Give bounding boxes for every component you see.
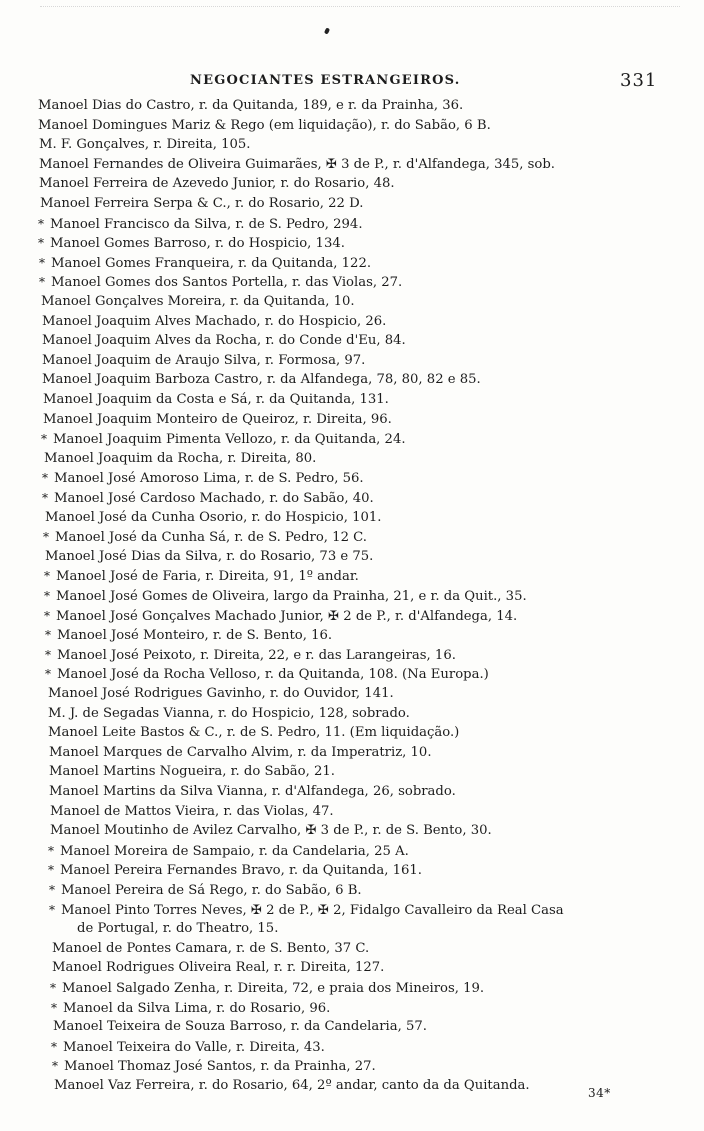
list-item — [48, 841, 409, 861]
asterisk-mark: * — [43, 530, 49, 544]
entry-text: Manoel José Peixoto, r. Direita, 22, e r. das Larangeiras, 16. — [57, 648, 456, 663]
entry-text: Manoel Pereira Fernandes Bravo, r. da Quitanda, 161. — [60, 863, 422, 878]
entry-text: Manoel Marques de Carvalho Alvim, r. da Imperatriz, 10. — [49, 745, 432, 760]
list-item — [49, 900, 564, 920]
entry-text: Manoel José da Cunha Sá, r. de S. Pedro, 12 C. — [55, 530, 367, 545]
asterisk-mark: * — [38, 236, 44, 250]
entry-text: Manoel Martins da Silva Vianna, r. d'Alfandega, 26, sobrado. — [49, 784, 456, 799]
list-item — [41, 292, 355, 312]
entry-text: Manoel José Monteiro, r. de S. Bento, 16. — [57, 628, 333, 643]
entry-text: Manoel Teixeira do Valle, r. Direita, 43. — [63, 1040, 325, 1055]
list-item — [48, 860, 422, 880]
list-item — [42, 331, 406, 351]
list-item — [44, 606, 517, 626]
asterisk-mark: * — [45, 628, 51, 642]
entry-text: Manoel de Pontes Camara, r. de S. Bento, 37 C. — [52, 941, 370, 956]
page-margin-dots — [40, 6, 680, 11]
asterisk-mark: * — [50, 981, 56, 995]
list-item — [38, 214, 363, 234]
asterisk-mark: * — [41, 432, 47, 446]
entry-text: Manoel José da Rocha Velloso, r. da Quitanda, 108. (Na Europa.) — [57, 667, 489, 682]
list-item — [48, 723, 459, 743]
asterisk-mark: * — [49, 903, 55, 917]
list-item — [49, 762, 335, 782]
entry-text: Manoel Gomes Barroso, r. do Hospicio, 134. — [50, 236, 345, 251]
list-item — [42, 312, 386, 332]
list-item — [41, 429, 406, 449]
asterisk-mark: * — [44, 609, 50, 623]
asterisk-mark: * — [48, 844, 54, 858]
entry-text: Manoel Fernandes de Oliveira Guimarães, ✠ 3 de P., r. d'Alfandega, 345, sob. — [39, 157, 556, 172]
entry-text: Manoel Teixeira de Souza Barroso, r. da Candelaria, 57. — [53, 1019, 427, 1034]
asterisk-mark: * — [45, 648, 51, 662]
entry-text: Manoel Joaquim de Araujo Silva, r. Formosa, 97. — [42, 353, 366, 368]
list-item — [77, 919, 278, 939]
entry-text: M. F. Gonçalves, r. Direita, 105. — [39, 137, 251, 152]
asterisk-mark: * — [49, 883, 55, 897]
list-item — [50, 978, 484, 998]
list-item — [45, 625, 332, 645]
entry-text: Manoel Ferreira de Azevedo Junior, r. do Rosario, 48. — [39, 176, 395, 191]
list-item — [44, 586, 527, 606]
entry-text: Manoel Domingues Mariz & Rego (em liquidação), r. do Sabão, 6 B. — [38, 118, 491, 133]
entry-text: Manoel José da Cunha Osorio, r. do Hospicio, 101. — [45, 510, 382, 525]
signature-mark: 34* — [588, 1086, 611, 1100]
list-item — [43, 527, 367, 547]
entry-text: Manoel Joaquim Pimenta Vellozo, r. da Quitanda, 24. — [53, 432, 406, 447]
page-header — [0, 70, 704, 97]
list-item — [49, 880, 362, 900]
asterisk-mark: * — [42, 491, 48, 505]
list-item — [42, 488, 374, 508]
list-item — [45, 508, 381, 528]
entry-text: Manoel José Cardoso Machado, r. do Sabão, 40. — [54, 491, 374, 506]
page-number: 331 — [620, 70, 658, 91]
entry-text: Manoel José Dias da Silva, r. do Rosario, 73 e 75. — [45, 549, 374, 564]
entry-text: Manoel José Amoroso Lima, r. de S. Pedro, 56. — [54, 471, 364, 486]
list-item — [52, 939, 369, 959]
asterisk-mark: * — [42, 471, 48, 485]
list-item — [39, 135, 250, 155]
asterisk-mark: * — [51, 1001, 57, 1015]
list-item — [48, 684, 394, 704]
asterisk-mark: * — [52, 1059, 58, 1073]
entry-text: Manoel Leite Bastos & C., r. de S. Pedro, 11. (Em liquidação.) — [48, 725, 460, 740]
list-item — [39, 272, 402, 292]
list-item — [52, 958, 384, 978]
list-item — [43, 410, 392, 430]
entry-text: Manoel Moutinho de Avilez Carvalho, ✠ 3 de P., r. de S. Bento, 30. — [50, 823, 492, 838]
list-item — [44, 449, 316, 469]
list-item — [50, 802, 334, 822]
list-item — [38, 96, 463, 116]
list-item — [43, 390, 389, 410]
entry-text: Manoel Dias do Castro, r. da Quitanda, 189, e r. da Prainha, 36. — [38, 98, 464, 113]
list-item — [45, 645, 456, 665]
list-item — [51, 1037, 325, 1057]
list-item — [39, 155, 555, 175]
list-item — [44, 566, 359, 586]
entry-text: Manoel José de Faria, r. Direita, 91, 1º andar. — [56, 569, 359, 584]
entry-text: M. J. de Segadas Vianna, r. do Hospicio, 128, sobrado. — [48, 706, 410, 721]
entry-text: Manoel José Rodrigues Gavinho, r. do Ouvidor, 141. — [48, 686, 394, 701]
list-item — [39, 174, 395, 194]
entry-text: Manoel Joaquim Alves Machado, r. do Hospicio, 26. — [42, 314, 387, 329]
entry-text: Manoel Rodrigues Oliveira Real, r. r. Direita, 127. — [52, 960, 385, 975]
asterisk-mark: * — [44, 589, 50, 603]
entry-text: Manoel José Gomes de Oliveira, largo da Prainha, 21, e r. da Quit., 35. — [56, 589, 527, 604]
list-item — [51, 998, 330, 1018]
asterisk-mark: * — [39, 256, 45, 270]
entry-text: Manoel Gomes Franqueira, r. da Quitanda, 122. — [51, 256, 372, 271]
entry-text: Manoel Ferreira Serpa & C., r. do Rosario, 22 D. — [40, 196, 364, 211]
entry-text: Manoel Joaquim da Rocha, r. Direita, 80. — [44, 451, 317, 466]
entry-text: de Portugal, r. do Theatro, 15. — [77, 921, 279, 936]
entry-text: Manoel José Gonçalves Machado Junior, ✠ 2 de P., r. d'Alfandega, 14. — [56, 609, 518, 624]
list-item — [49, 743, 432, 763]
list-item — [50, 821, 492, 841]
entry-text: Manoel Joaquim Alves da Rocha, r. do Conde d'Eu, 84. — [42, 333, 406, 348]
list-item — [38, 233, 345, 253]
entry-text: Manoel Francisco da Silva, r. de S. Pedro, 294. — [50, 217, 363, 232]
list-item — [42, 468, 364, 488]
entry-text: Manoel de Mattos Vieira, r. das Violas, 47. — [50, 804, 334, 819]
entry-text: Manoel Martins Nogueira, r. do Sabão, 21. — [49, 764, 335, 779]
entry-text: Manoel Gomes dos Santos Portella, r. das Violas, 27. — [51, 275, 403, 290]
list-item — [42, 351, 365, 371]
list-item — [45, 664, 489, 684]
asterisk-mark: * — [39, 275, 45, 289]
entry-text: Manoel da Silva Lima, r. do Rosario, 96. — [63, 1001, 331, 1016]
asterisk-mark: * — [51, 1040, 57, 1054]
list-item — [42, 370, 481, 390]
entry-text: Manoel Salgado Zenha, r. Direita, 72, e praia dos Mineiros, 19. — [62, 981, 485, 996]
entry-text: Manoel Joaquim Monteiro de Queiroz, r. Direita, 96. — [43, 412, 392, 427]
list-item — [52, 1056, 376, 1076]
entry-text: Manoel Thomaz José Santos, r. da Prainha, 27. — [64, 1059, 376, 1074]
asterisk-mark: * — [48, 863, 54, 877]
entry-text: Manoel Joaquim Barboza Castro, r. da Alfandega, 78, 80, 82 e 85. — [42, 372, 481, 387]
list-item — [39, 253, 371, 273]
list-item — [54, 1076, 530, 1096]
list-item — [49, 782, 456, 802]
entry-text: Manoel Vaz Ferreira, r. do Rosario, 64, 2º andar, canto da da Quitanda. — [54, 1078, 530, 1093]
list-item — [45, 547, 373, 567]
entry-text: Manoel Gonçalves Moreira, r. da Quitanda, 10. — [41, 294, 355, 309]
entry-text: Manoel Pereira de Sá Rego, r. do Sabão, 6 B. — [61, 883, 362, 898]
entry-text: Manoel Joaquim da Costa e Sá, r. da Quitanda, 131. — [43, 392, 389, 407]
ink-mark — [324, 27, 330, 34]
entry-text: Manoel Pinto Torres Neves, ✠ 2 de P., ✠ 2, Fidalgo Cavalleiro da Real Casa — [61, 903, 564, 918]
asterisk-mark: * — [45, 667, 51, 681]
list-item — [40, 194, 363, 214]
list-item — [48, 704, 410, 724]
asterisk-mark: * — [44, 569, 50, 583]
running-head: NEGOCIANTES ESTRANGEIROS. — [190, 73, 461, 88]
list-item — [53, 1017, 427, 1037]
entry-text: Manoel Moreira de Sampaio, r. da Candelaria, 25 A. — [60, 844, 409, 859]
list-item — [38, 116, 491, 136]
asterisk-mark: * — [38, 217, 44, 231]
